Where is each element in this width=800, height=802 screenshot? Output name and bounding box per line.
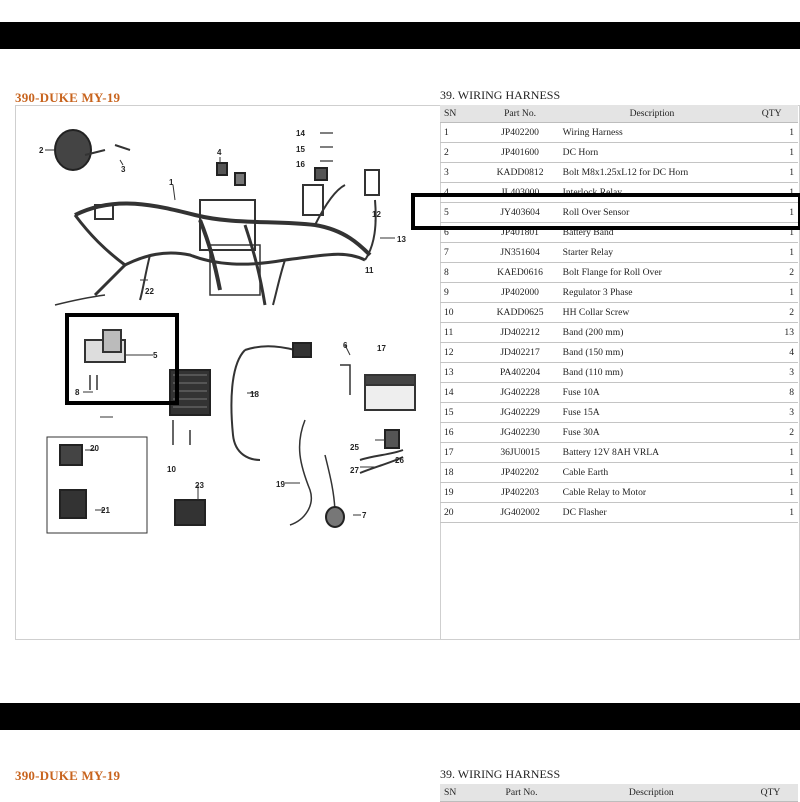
callout-11: 11 — [365, 266, 374, 275]
cell-sn: 2 — [440, 143, 481, 163]
highlight-box-item-5 — [65, 313, 179, 405]
model-title: 390-DUKE MY-19 — [15, 90, 121, 105]
cell-sn: 9 — [440, 283, 481, 303]
cell-description: Cable Relay to Motor — [559, 483, 746, 503]
callout-4: 4 — [217, 148, 222, 157]
cell-part-no: KADD0625 — [481, 303, 558, 323]
callout-18: 18 — [250, 390, 259, 399]
cell-description: Battery 12V 8AH VRLA — [559, 443, 746, 463]
cell-part-no: JG402002 — [481, 503, 558, 523]
cell-description: Battery Band — [559, 223, 746, 243]
middle-black-bar — [0, 703, 800, 730]
callout-26: 26 — [395, 456, 404, 465]
cell-description: Cable Earth — [559, 463, 746, 483]
cell-description: Starter Relay — [559, 243, 746, 263]
callout-2: 2 — [39, 146, 44, 155]
table-row — [440, 143, 798, 163]
cell-sn: 8 — [440, 263, 481, 283]
cell-qty: 8 — [745, 383, 798, 403]
cell-sn: 10 — [440, 303, 481, 323]
cell-part-no: JN351604 — [481, 243, 558, 263]
model-title-page-2: 390-DUKE MY-19 — [15, 768, 121, 783]
callout-1: 1 — [169, 178, 174, 187]
cell-description: DC Flasher — [559, 503, 746, 523]
table-row — [440, 123, 798, 143]
cell-sn: 20 — [440, 503, 481, 523]
cell-part-no: JG402230 — [481, 423, 558, 443]
callout-6: 6 — [343, 341, 348, 350]
cell-description: Fuse 15A — [559, 403, 746, 423]
table-row — [440, 483, 798, 503]
cell-part-no: 36JU0015 — [481, 443, 558, 463]
cell-description: Roll Over Sensor — [559, 203, 746, 223]
table-row — [440, 443, 798, 463]
cell-sn: 12 — [440, 343, 481, 363]
top-black-bar — [0, 22, 800, 49]
section-title: 39. WIRING HARNESS — [440, 88, 561, 102]
cell-qty: 1 — [745, 463, 798, 483]
cell-sn: 13 — [440, 363, 481, 383]
cell-sn: 4 — [440, 183, 481, 203]
table-row — [440, 463, 798, 483]
callout-22: 22 — [145, 287, 154, 296]
callout-10: 10 — [167, 465, 176, 474]
cell-qty: 1 — [745, 243, 798, 263]
cell-qty: 4 — [745, 343, 798, 363]
cell-description: Bolt Flange for Roll Over — [559, 263, 746, 283]
callout-12: 12 — [372, 210, 381, 219]
cell-sn: 6 — [440, 223, 481, 243]
cell-sn: 17 — [440, 443, 481, 463]
col-qty: QTY — [745, 105, 798, 123]
cell-qty: 13 — [745, 323, 798, 343]
callout-7: 7 — [362, 511, 367, 520]
cell-sn: 7 — [440, 243, 481, 263]
callout-27: 27 — [350, 466, 359, 475]
cell-part-no: JD402217 — [481, 343, 558, 363]
table-row — [440, 343, 798, 363]
cell-part-no: JP402203 — [481, 483, 558, 503]
cell-description: Band (150 mm) — [559, 343, 746, 363]
callout-13: 13 — [397, 235, 406, 244]
cell-description: Regulator 3 Phase — [559, 283, 746, 303]
cell-part-no: JG402228 — [481, 383, 558, 403]
cell-qty: 2 — [745, 423, 798, 443]
cell-part-no: JY403604 — [481, 203, 558, 223]
cell-description: Bolt M8x1.25xL12 for DC Horn — [559, 163, 746, 183]
table-row — [440, 263, 798, 283]
cell-part-no: PA402204 — [481, 363, 558, 383]
cell-qty: 2 — [745, 263, 798, 283]
callout-16: 16 — [296, 160, 305, 169]
cell-qty: 1 — [745, 183, 798, 203]
table-row — [440, 383, 798, 403]
cell-qty: 3 — [745, 363, 798, 383]
callout-25: 25 — [350, 443, 359, 452]
col-part-no: Part No. — [483, 784, 559, 802]
callout-5: 5 — [153, 351, 158, 360]
col-sn: SN — [440, 105, 481, 123]
cell-qty: 1 — [745, 443, 798, 463]
cell-part-no: KADD0812 — [481, 163, 558, 183]
callout-8: 8 — [75, 388, 80, 397]
col-qty: QTY — [743, 784, 798, 802]
table-row — [440, 243, 798, 263]
cell-part-no: JL403000 — [481, 183, 558, 203]
callout-20: 20 — [90, 444, 99, 453]
cell-qty: 1 — [745, 203, 798, 223]
section-title-page-2: 39. WIRING HARNESS — [440, 767, 561, 781]
cell-sn: 14 — [440, 383, 481, 403]
cell-part-no: KAED0616 — [481, 263, 558, 283]
table-row — [440, 363, 798, 383]
cell-qty: 1 — [745, 223, 798, 243]
cell-sn: 5 — [440, 203, 481, 223]
cell-sn: 15 — [440, 403, 481, 423]
table-row — [440, 323, 798, 343]
cell-qty: 1 — [745, 483, 798, 503]
cell-sn: 3 — [440, 163, 481, 183]
cell-part-no: JP401600 — [481, 143, 558, 163]
col-description: Description — [560, 784, 743, 802]
cell-qty: 1 — [745, 123, 798, 143]
callout-19: 19 — [276, 480, 285, 489]
col-sn: SN — [440, 784, 483, 802]
callout-15: 15 — [296, 145, 305, 154]
highlight-box-roll-over-sensor — [411, 193, 800, 230]
cell-description: DC Horn — [559, 143, 746, 163]
cell-description: HH Collar Screw — [559, 303, 746, 323]
table-header-row-page-2 — [440, 784, 798, 802]
cell-description: Wiring Harness — [559, 123, 746, 143]
col-part-no: Part No. — [481, 105, 558, 123]
cell-qty: 1 — [745, 283, 798, 303]
cell-part-no: JP402000 — [481, 283, 558, 303]
cell-description: Band (110 mm) — [559, 363, 746, 383]
cell-part-no: JP401801 — [481, 223, 558, 243]
table-header-row — [440, 105, 798, 123]
col-description: Description — [559, 105, 746, 123]
cell-part-no: JD402212 — [481, 323, 558, 343]
cell-description: Interlock Relay — [559, 183, 746, 203]
cell-description: Fuse 10A — [559, 383, 746, 403]
cell-qty: 1 — [745, 503, 798, 523]
callout-21: 21 — [101, 506, 110, 515]
cell-part-no: JG402229 — [481, 403, 558, 423]
cell-qty: 1 — [745, 143, 798, 163]
parts-table-page-2 — [440, 784, 798, 802]
cell-sn: 11 — [440, 323, 481, 343]
table-row — [440, 283, 798, 303]
table-row — [440, 163, 798, 183]
cell-qty: 1 — [745, 163, 798, 183]
cell-sn: 16 — [440, 423, 481, 443]
table-row — [440, 423, 798, 443]
cell-sn: 18 — [440, 463, 481, 483]
cell-qty: 2 — [745, 303, 798, 323]
table-row — [440, 403, 798, 423]
callout-17: 17 — [377, 344, 386, 353]
cell-part-no: JP402202 — [481, 463, 558, 483]
cell-sn: 19 — [440, 483, 481, 503]
callout-3: 3 — [121, 165, 126, 174]
cell-qty: 3 — [745, 403, 798, 423]
cell-sn: 1 — [440, 123, 481, 143]
cell-part-no: JP402200 — [481, 123, 558, 143]
cell-description: Fuse 30A — [559, 423, 746, 443]
callout-23: 23 — [195, 481, 204, 490]
table-row — [440, 503, 798, 523]
table-row — [440, 303, 798, 323]
cell-description: Band (200 mm) — [559, 323, 746, 343]
callout-14: 14 — [296, 129, 305, 138]
parts-table — [440, 105, 798, 523]
